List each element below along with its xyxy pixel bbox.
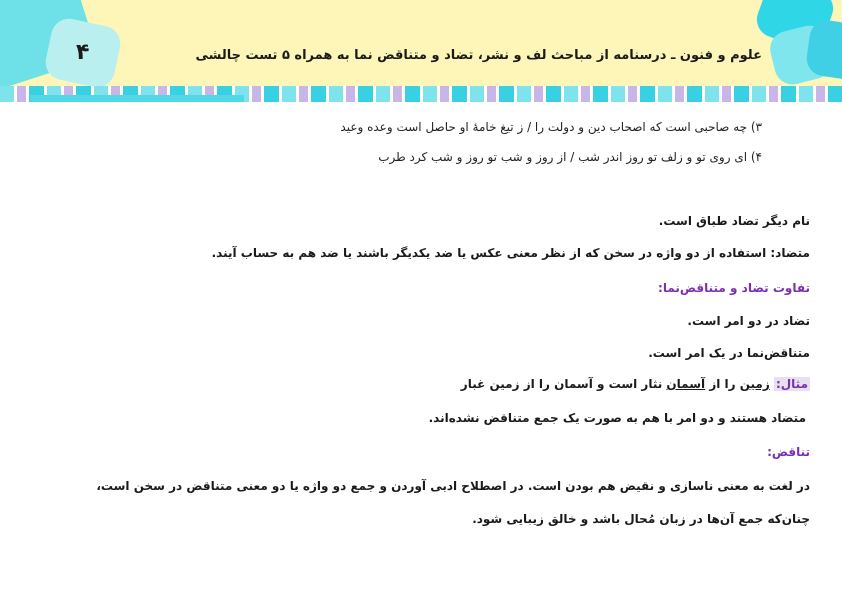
paragraph-line: چنان‌که جمع آن‌ها در زبان مُحال باشد و خالق زیبایی شود. (472, 512, 810, 526)
decorative-bar (30, 95, 244, 102)
paragraph-line: متضاد هستند و دو امر با هم به صورت یک جمع متناقض نشده‌اند. (428, 411, 806, 425)
example-label: مثال: (775, 377, 808, 391)
example-text (461, 377, 770, 391)
underlined-word: زمین (739, 377, 770, 391)
example-line (461, 376, 810, 392)
example-line-3: ۳) چه صاحبی است که اصحاب دین و دولت را / ز تیغ خامهٔ او حاصل است وعده وعید (340, 120, 762, 134)
paragraph-line: متضاد: استفاده از دو واژه در سخن که از نظر معنی عکس یا ضد یکدیگر باشند یا ضد هم به حساب آیند. (211, 246, 810, 260)
section-heading: تناقض: (767, 445, 810, 459)
example-line-4: ۴) ای روی تو و زلف تو روز اندر شب / از روز و شب تو روز و شب کرد طرب (378, 150, 762, 164)
section-heading: تفاوت تضاد و متناقض‌نما: (658, 281, 810, 295)
underlined-word: آسمان (666, 377, 706, 391)
example-text-part: نثار است و آسمان را از زمین غبار (460, 377, 667, 391)
paragraph-line: تضاد در دو امر است. (687, 314, 810, 328)
paragraph-line: متناقض‌نما در یک امر است. (648, 346, 810, 360)
paragraph-line: در لغت به معنی ناسازی و نقیض هم بودن است. در اصطلاح ادبی آوردن و جمع دو واژه یا دو معنی متناقض در سخن است، (96, 479, 810, 493)
paragraph-line: نام دیگر تضاد طباق است. (658, 214, 810, 228)
header-band (0, 0, 842, 88)
example-text-part: را از (705, 377, 740, 391)
page-number: ۴ (76, 40, 90, 65)
page-title: علوم و فنون ـ درسنامه از مباحث لف و نشر، تضاد و متناقض نما به همراه ۵ تست چالشی (195, 48, 762, 63)
